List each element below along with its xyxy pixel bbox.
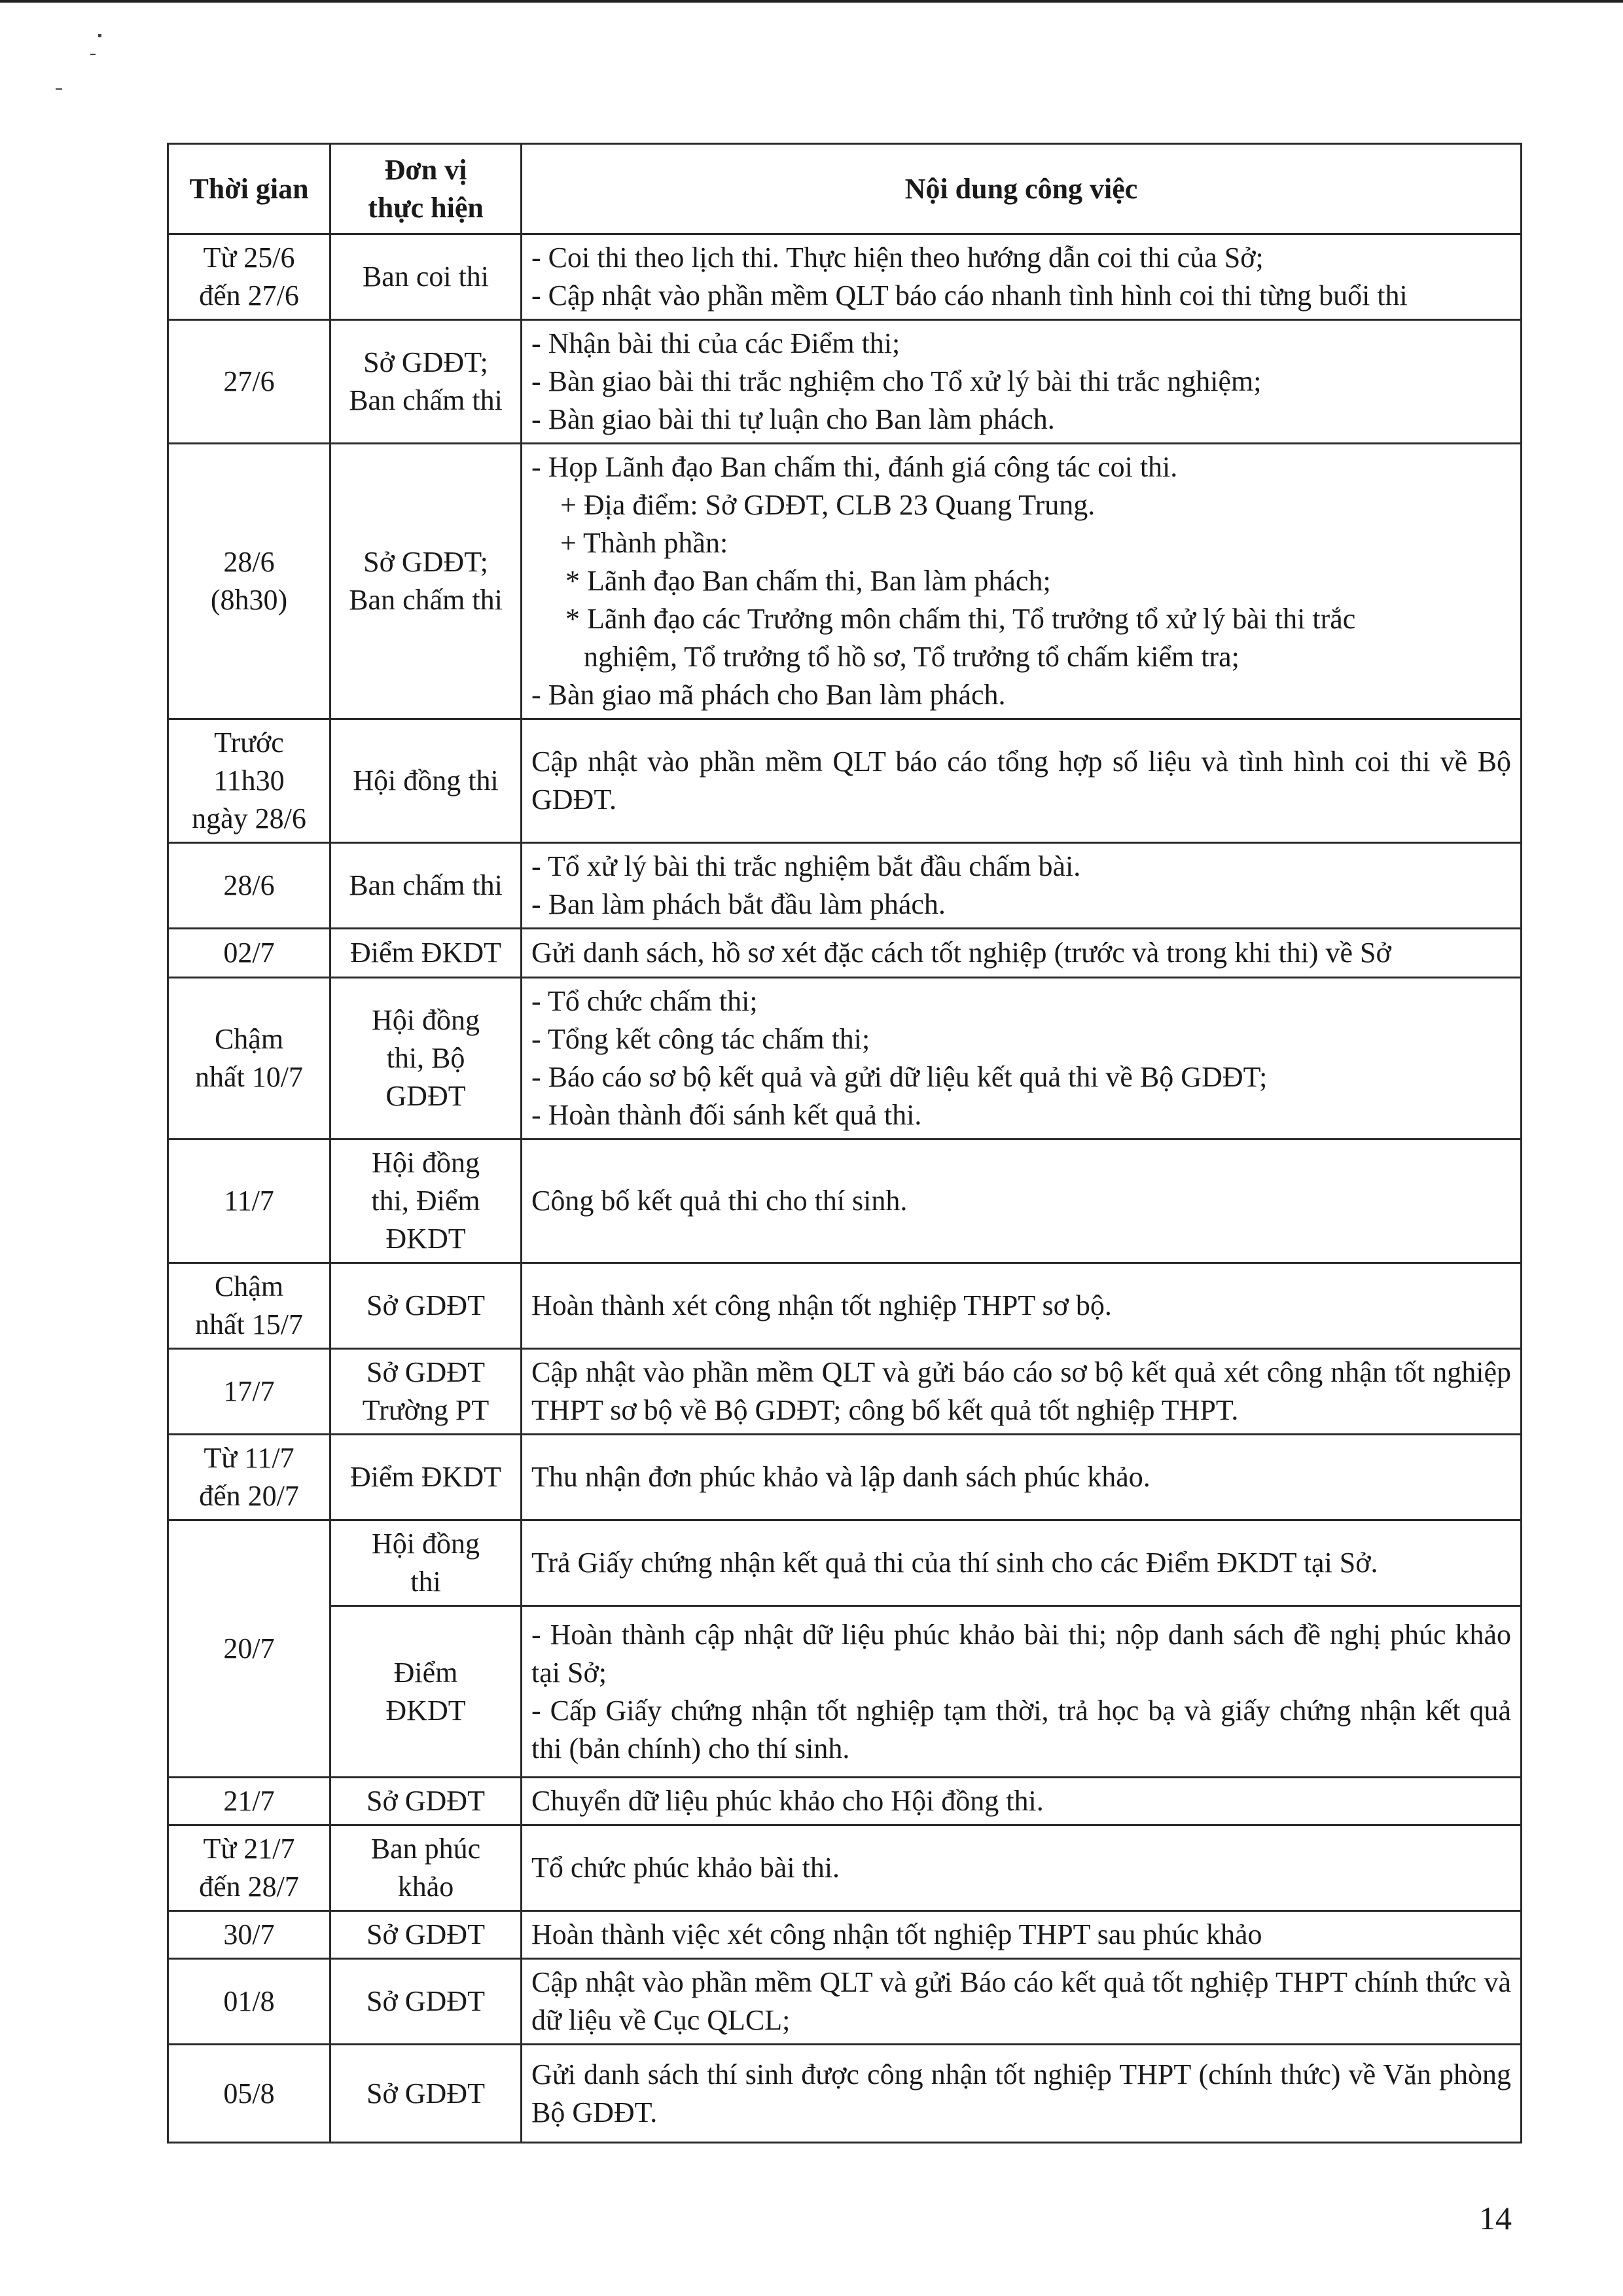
cell-unit-line: Sở GDĐT; [363, 546, 488, 578]
cell-content-line: - Báo cáo sơ bộ kết quả và gửi dữ liệu kết quả thi về Bộ GDĐT; [531, 1061, 1268, 1093]
cell-content [522, 1825, 1522, 1911]
cell-content-line: Công bố kết quả thi cho thí sinh. [531, 1185, 908, 1217]
cell-content-line: - Tổng kết công tác chấm thi; [531, 1023, 870, 1055]
cell-content-line: - Họp Lãnh đạo Ban chấm thi, đánh giá công tác coi thi. [531, 451, 1178, 483]
cell-unit-line: ĐKDT [385, 1223, 466, 1255]
cell-time-line: Từ 21/7 [203, 1833, 295, 1865]
cell-content-line: - Bàn giao bài thi trắc nghiệm cho Tổ xử lý bài thi trắc nghiệm; [531, 365, 1262, 397]
cell-time-line: ngày 28/6 [192, 802, 306, 834]
cell-content [522, 1778, 1522, 1825]
cell-time [168, 1959, 330, 2045]
cell-time [168, 444, 330, 719]
table-row [168, 1349, 1522, 1435]
cell-content-line: Hoàn thành việc xét công nhận tốt nghiệp THPT sau phúc khảo [531, 1918, 1262, 1950]
cell-unit [330, 2045, 522, 2143]
cell-content-line: Cập nhật vào phần mềm QLT và gửi báo cáo sơ bộ kết quả xét công nhận tốt nghiệp THPT sơ bộ về Bộ GDĐT; công bố kết quả tốt nghiệp THPT. [531, 1356, 1511, 1426]
cell-unit-line: Ban chấm thi [349, 869, 503, 901]
cell-unit [330, 1139, 522, 1263]
cell-unit [330, 1349, 522, 1435]
cell-content [522, 978, 1522, 1139]
cell-time-line: đến 28/7 [199, 1871, 299, 1903]
cell-unit-line: Hội đồng [372, 1147, 480, 1179]
header-unit [330, 144, 522, 234]
cell-time [168, 1911, 330, 1959]
cell-content [522, 1349, 1522, 1435]
table-row [168, 234, 1522, 320]
cell-unit [330, 234, 522, 320]
cell-time-line: đến 27/6 [199, 279, 299, 312]
header-unit-line: Đơn vị [384, 153, 467, 186]
cell-time [168, 1349, 330, 1435]
cell-time-line: 11h30 [213, 764, 285, 797]
cell-unit [330, 320, 522, 444]
cell-unit-line: Ban chấm thi [349, 384, 503, 416]
cell-content-line: Chuyển dữ liệu phúc khảo cho Hội đồng thi. [531, 1785, 1044, 1817]
cell-time-line: 05/8 [223, 2077, 275, 2109]
cell-unit-line: Sở GDĐT [366, 1289, 485, 1321]
schedule-table [167, 143, 1522, 2144]
cell-content [522, 719, 1522, 843]
header-unit-line: thực hiện [368, 191, 484, 224]
cell-unit-line: ĐKDT [385, 1694, 466, 1727]
cell-content-line: * Lãnh đạo các Trưởng môn chấm thi, Tổ trưởng tổ xử lý bài thi trắc [565, 603, 1356, 635]
cell-content [522, 1139, 1522, 1263]
cell-unit [330, 1778, 522, 1825]
cell-time-line: Từ 11/7 [204, 1442, 294, 1474]
cell-content-line: - Nhận bài thi của các Điểm thi; [531, 327, 901, 359]
cell-content-line: - Hoàn thành cập nhật dữ liệu phúc khảo bài thi; nộp danh sách đề nghị phúc khảo tại Sở; [531, 1618, 1511, 1689]
cell-unit-line: Hội đồng [372, 1004, 480, 1036]
cell-content [522, 843, 1522, 929]
cell-content-line: - Tổ chức chấm thi; [531, 985, 758, 1017]
cell-unit-line: Điểm ĐKDT [350, 1461, 501, 1493]
cell-content [522, 1435, 1522, 1520]
cell-content [522, 234, 1522, 320]
cell-content-line: Trả Giấy chứng nhận kết quả thi của thí sinh cho các Điểm ĐKDT tại Sở. [531, 1547, 1378, 1579]
table-row [168, 1606, 1522, 1778]
cell-content-line: - Cập nhật vào phần mềm QLT báo cáo nhanh tình hình coi thi từng buổi thi [531, 279, 1408, 312]
table-row [168, 843, 1522, 929]
header-time: Thời gian [168, 144, 330, 234]
cell-content [522, 1606, 1522, 1778]
cell-time: 20/7 [168, 1520, 330, 1778]
cell-unit [330, 1911, 522, 1959]
cell-unit-line: khảo [397, 1871, 454, 1903]
cell-time-line: 27/6 [223, 365, 275, 397]
table-row [168, 444, 1522, 719]
cell-content [522, 444, 1522, 719]
cell-time-line: nhất 15/7 [195, 1308, 303, 1340]
cell-time [168, 234, 330, 320]
cell-unit-line: Hội đồng thi [353, 764, 499, 797]
cell-time-line: Chậm [214, 1023, 284, 1055]
cell-content-line: Thu nhận đơn phúc khảo và lập danh sách phúc khảo. [531, 1461, 1150, 1493]
cell-unit-line: Ban phúc [370, 1833, 481, 1865]
cell-content-line: Gửi danh sách, hồ sơ xét đặc cách tốt nghiệp (trước và trong khi thi) về Sở [531, 937, 1391, 969]
cell-content-line: Cập nhật vào phần mềm QLT và gửi Báo cáo kết quả tốt nghiệp THPT chính thức và dữ liệu về Cục QLCL; [531, 1966, 1511, 2036]
table-row [168, 1139, 1522, 1263]
cell-time-line: 02/7 [223, 937, 275, 969]
cell-content [522, 1520, 1522, 1606]
table-row [168, 1911, 1522, 1959]
cell-content-line: nghiệm, Tổ trưởng tổ hồ sơ, Tổ trưởng tổ chấm kiểm tra; [584, 641, 1240, 673]
cell-content [522, 320, 1522, 444]
page-number: 14 [1479, 2200, 1512, 2236]
table-row [168, 1435, 1522, 1520]
cell-content [522, 2045, 1522, 2143]
cell-time [168, 1139, 330, 1263]
cell-time-line: 28/6 [223, 869, 275, 901]
cell-time-line: Chậm [214, 1270, 284, 1302]
table-row [168, 1825, 1522, 1911]
cell-time-line: 30/7 [223, 1918, 275, 1950]
cell-content-line: - Bàn giao mã phách cho Ban làm phách. [531, 679, 1006, 711]
cell-time [168, 1825, 330, 1911]
cell-unit-line: Ban chấm thi [349, 584, 503, 616]
cell-unit-line: Điểm ĐKDT [350, 937, 501, 969]
cell-unit [330, 843, 522, 929]
cell-unit-line: Sở GDĐT [366, 1918, 485, 1950]
cell-content-line: Gửi danh sách thí sinh được công nhận tốt nghiệp THPT (chính thức) về Văn phòng Bộ GDĐT. [531, 2058, 1511, 2128]
cell-unit-line: Sở GDĐT; [363, 346, 488, 378]
cell-time-line: 21/7 [223, 1785, 275, 1817]
table-row [168, 929, 1522, 978]
cell-time-line: Trước [214, 726, 284, 759]
cell-time-line: 28/6 [223, 546, 275, 578]
table-row [168, 978, 1522, 1139]
cell-content-line: - Tổ xử lý bài thi trắc nghiệm bắt đầu chấm bài. [531, 850, 1081, 882]
cell-unit [330, 929, 522, 978]
cell-unit-line: thi [410, 1566, 441, 1598]
table-row [168, 320, 1522, 444]
cell-unit [330, 1959, 522, 2045]
cell-unit-line: thi, Bộ [386, 1042, 465, 1074]
cell-unit [330, 1825, 522, 1911]
cell-content-line: Cập nhật vào phần mềm QLT báo cáo tổng hợp số liệu và tình hình coi thi về Bộ GDĐT. [531, 745, 1511, 816]
cell-content-line: Tổ chức phúc khảo bài thi. [531, 1852, 840, 1884]
cell-unit-line: Sở GDĐT [366, 1785, 485, 1817]
table-header-row [168, 144, 1522, 234]
cell-content-line: - Hoàn thành đối sánh kết quả thi. [531, 1099, 922, 1131]
cell-content [522, 929, 1522, 978]
cell-unit [330, 978, 522, 1139]
cell-unit-line: thi, Điểm [371, 1185, 480, 1217]
cell-time [168, 1435, 330, 1520]
cell-unit-line: Trường PT [362, 1394, 490, 1426]
cell-time-line: 01/8 [223, 1985, 275, 2017]
cell-unit-line: Sở GDĐT [366, 1356, 485, 1388]
cell-unit [330, 1435, 522, 1520]
cell-time [168, 1263, 330, 1349]
scan-top-edge [0, 0, 1623, 3]
cell-time [168, 719, 330, 843]
cell-content-line: - Bàn giao bài thi tự luận cho Ban làm phách. [531, 403, 1055, 435]
table-row [168, 2045, 1522, 2143]
table-row [168, 719, 1522, 843]
cell-unit-line: Ban coi thi [362, 260, 490, 293]
cell-time-line: Từ 25/6 [203, 242, 295, 274]
cell-content-line: Hoàn thành xét công nhận tốt nghiệp THPT sơ bộ. [531, 1289, 1112, 1321]
table-row [168, 1520, 1522, 1606]
cell-time-line: 11/7 [224, 1185, 274, 1217]
cell-content [522, 1959, 1522, 2045]
cell-time [168, 843, 330, 929]
cell-time-line: đến 20/7 [199, 1480, 299, 1512]
cell-time-line: 17/7 [223, 1375, 275, 1407]
cell-content-line: - Coi thi theo lịch thi. Thực hiện theo hướng dẫn coi thi của Sở; [531, 242, 1264, 274]
cell-time-line: nhất 10/7 [195, 1061, 303, 1093]
cell-unit-line: Điểm [393, 1656, 458, 1689]
table-row [168, 1778, 1522, 1825]
scan-speck [90, 54, 96, 55]
scan-speck [56, 88, 62, 90]
cell-content-line: + Thành phần: [560, 527, 728, 559]
table-row [168, 1263, 1522, 1349]
cell-unit [330, 444, 522, 719]
cell-unit-line: GDĐT [385, 1080, 466, 1112]
cell-unit [330, 1520, 522, 1606]
cell-content-line: * Lãnh đạo Ban chấm thi, Ban làm phách; [565, 565, 1051, 597]
cell-content [522, 1263, 1522, 1349]
header-content: Nội dung công việc [522, 144, 1522, 234]
cell-unit-line: Sở GDĐT [366, 2077, 485, 2109]
scan-speck [98, 34, 101, 37]
cell-unit [330, 1606, 522, 1778]
table-row [168, 1959, 1522, 2045]
cell-unit-line: Hội đồng [372, 1528, 480, 1560]
cell-time [168, 929, 330, 978]
cell-time [168, 1778, 330, 1825]
cell-unit-line: Sở GDĐT [366, 1985, 485, 2017]
cell-content [522, 1911, 1522, 1959]
cell-time [168, 2045, 330, 2143]
cell-time [168, 978, 330, 1139]
cell-unit [330, 1263, 522, 1349]
cell-time-line: (8h30) [210, 584, 288, 616]
cell-content-line: - Cấp Giấy chứng nhận tốt nghiệp tạm thời, trả học bạ và giấy chứng nhận kết quả thi (bản chính) cho thí sinh. [531, 1694, 1511, 1765]
cell-unit [330, 719, 522, 843]
cell-content-line: + Địa điểm: Sở GDĐT, CLB 23 Quang Trung. [560, 489, 1096, 521]
cell-time [168, 320, 330, 444]
cell-content-line: - Ban làm phách bắt đầu làm phách. [531, 888, 946, 920]
